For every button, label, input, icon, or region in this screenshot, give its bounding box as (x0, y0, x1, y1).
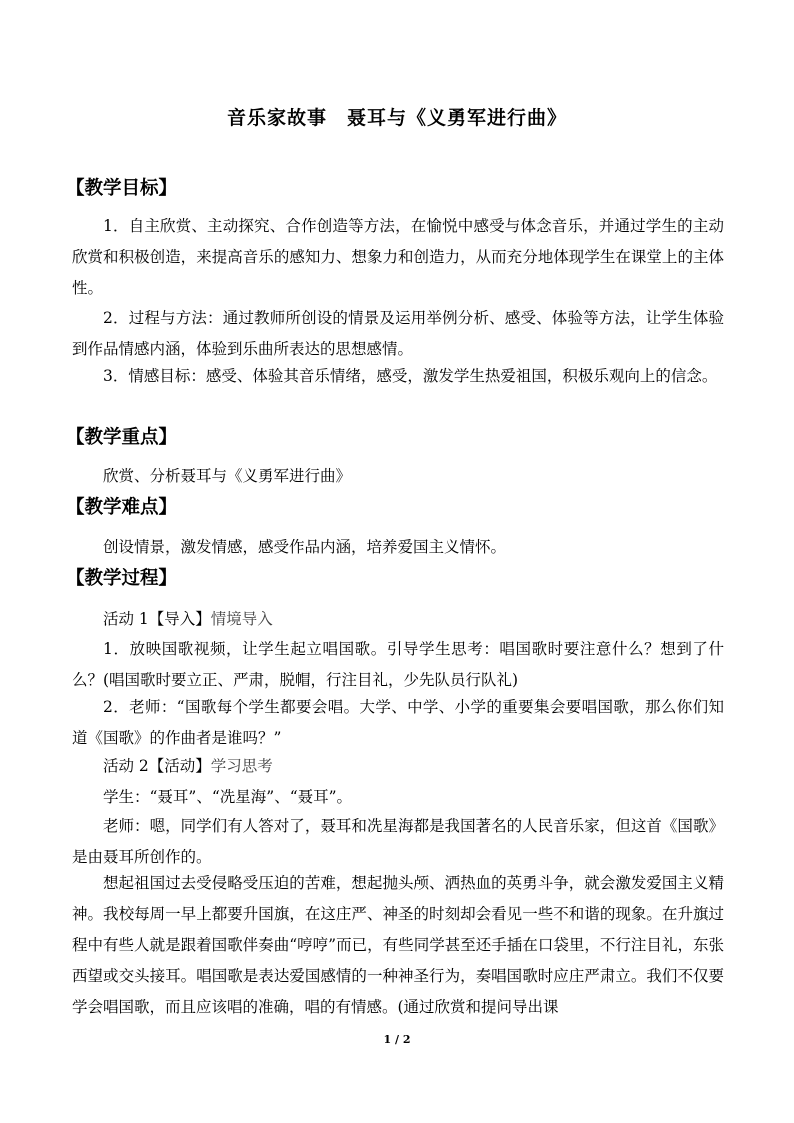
difficulties-text: 创设情景，激发情感，感受作品内涵，培养爱国主义情怀。 (103, 538, 507, 556)
activity-2-name: 学习思考 (210, 757, 273, 775)
section-heading-key-points: 【教学重点】 (66, 427, 178, 448)
activity-2-prefix: 活动 2【活动】 (103, 757, 211, 775)
process-step-2: 2．老师：“国歌每个学生都要会唱。大学、中学、小学的重要集会要唱国歌，那么你们知道《国歌》的作曲者是谁吗？” (72, 698, 724, 747)
page-number: 1 / 2 (383, 1033, 411, 1046)
page-title: 音乐家故事 聂耳与《义勇军进行曲》 (226, 107, 567, 129)
key-points-text: 欣赏、分析聂耳与《义勇军进行曲》 (103, 467, 352, 485)
activity-1-label (72, 604, 724, 635)
activity-2-label (72, 751, 724, 782)
closing-paragraph: 想起祖国过去受侵略受压迫的苦难，想起抛头颅、洒热血的英勇斗争，就会激发爱国主义精神。我校每周一早上都要升国旗，在这庄严、神圣的时刻却会看见一些不和谐的现象。在升旗过程中有些人就是跟着国歌伴奏曲“哼哼”而已，有些同学甚至还手插在口袋里，不行注目礼，东张西望或交头接耳。唱国歌是表达爱国感情的一种神圣行为，奏唱国歌时应庄严肃立。我们不仅要学会唱国歌，而且应该唱的准确，唱的有情感。(通过欣赏和提问导出课 (72, 874, 724, 1016)
teacher-response: 老师：嗯，同学们有人答对了，聂耳和冼星海都是我国著名的人民音乐家，但这首《国歌》是由聂耳所创作的。 (72, 817, 724, 866)
section-heading-process: 【教学过程】 (66, 568, 178, 589)
goal-item-2: 2．过程与方法：通过教师所创设的情景及运用举例分析、感受、体验等方法，让学生体验到作品情感内涵，体验到乐曲所表达的思想感情。 (72, 309, 724, 358)
section-heading-difficulties: 【教学难点】 (66, 497, 178, 518)
student-answer: 学生：“聂耳”、“冼星海”、“聂耳”。 (103, 788, 353, 806)
section-heading-goals: 【教学目标】 (66, 178, 178, 199)
process-step-1: 1．放映国歌视频，让学生起立唱国歌。引导学生思考：唱国歌时要注意什么？想到了什么？(唱国歌时要立正、严肃，脱帽，行注目礼，少先队员行队礼) (72, 640, 724, 689)
goal-item-1: 1．自主欣赏、主动探究、合作创造等方法，在愉悦中感受与体念音乐，并通过学生的主动欣赏和积极创造，来提高音乐的感知力、想象力和创造力，从而充分地体现学生在课堂上的主体性。 (72, 217, 724, 297)
activity-1-prefix: 活动 1【导入】 (103, 610, 211, 628)
activity-1-name: 情境导入 (210, 610, 273, 628)
goal-item-3: 3．情感目标：感受、体验其音乐情绪，感受，激发学生热爱祖国，积极乐观向上的信念。 (103, 367, 718, 385)
